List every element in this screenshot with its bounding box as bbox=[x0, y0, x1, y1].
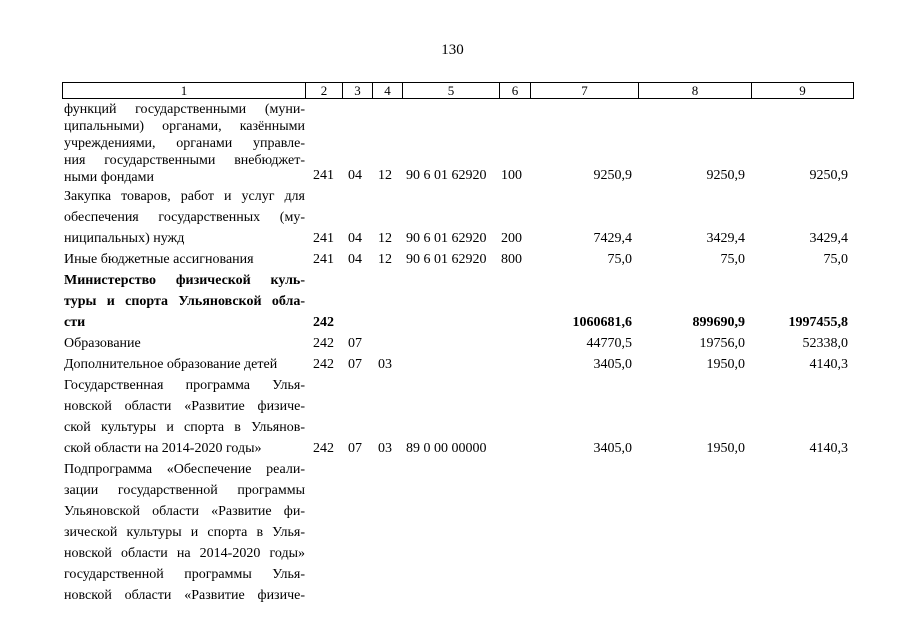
text-line: сти bbox=[64, 315, 86, 330]
cell-amount-2: 899690,9 bbox=[692, 315, 745, 330]
text-line: Образование bbox=[64, 336, 141, 351]
cell-amount-3: 3429,4 bbox=[809, 231, 848, 246]
cell-admin: 242 bbox=[313, 441, 334, 456]
cell-subsection: 12 bbox=[378, 168, 392, 183]
cell-amount-3: 52338,0 bbox=[802, 336, 848, 351]
header-col-8: 8 bbox=[639, 83, 752, 98]
cell-subsection: 03 bbox=[378, 441, 392, 456]
table-row bbox=[62, 270, 852, 333]
cell-admin: 241 bbox=[313, 252, 334, 267]
cell-subsection: 12 bbox=[378, 231, 392, 246]
cell-section: 07 bbox=[348, 336, 362, 351]
text-line: обеспечения государственных (му- bbox=[64, 210, 305, 225]
cell-target-code: 90 6 01 62920 bbox=[406, 168, 487, 183]
text-line: государственной программы Улья- bbox=[64, 567, 305, 582]
text-line: Ульяновской области «Развитие фи- bbox=[64, 504, 305, 519]
table-row bbox=[62, 333, 852, 354]
text-line: ской области на 2014-2020 годы» bbox=[64, 441, 262, 456]
cell-amount-3: 1997455,8 bbox=[788, 315, 848, 330]
cell-section: 04 bbox=[348, 168, 362, 183]
cell-amount-3: 4140,3 bbox=[809, 357, 848, 372]
cell-amount-2: 19756,0 bbox=[699, 336, 745, 351]
text-line: ской культуры и спорта в Ульянов- bbox=[64, 420, 305, 435]
table-row bbox=[62, 354, 852, 375]
text-line: зической культуры и спорта в Улья- bbox=[64, 525, 305, 540]
text-line: новской области «Развитие физиче- bbox=[64, 399, 305, 414]
header-col-5: 5 bbox=[403, 83, 500, 98]
text-line: ния государственными внебюджет- bbox=[64, 153, 305, 168]
table-header bbox=[62, 82, 854, 99]
text-line: Государственная программа Улья- bbox=[64, 378, 305, 393]
cell-admin: 242 bbox=[313, 336, 334, 351]
row-description bbox=[62, 354, 305, 375]
cell-amount-1: 3405,0 bbox=[593, 441, 632, 456]
cell-admin: 241 bbox=[313, 231, 334, 246]
cell-subsection: 03 bbox=[378, 357, 392, 372]
table-row bbox=[62, 459, 852, 606]
text-line: ципальными) органами, казёнными bbox=[64, 119, 305, 134]
header-col-1: 1 bbox=[63, 83, 306, 98]
table-row bbox=[62, 186, 852, 249]
cell-amount-1: 7429,4 bbox=[593, 231, 632, 246]
text-line: функций государственными (муни- bbox=[64, 102, 305, 117]
table-row bbox=[62, 375, 852, 459]
cell-section: 07 bbox=[348, 441, 362, 456]
cell-amount-1: 44770,5 bbox=[586, 336, 632, 351]
header-col-7: 7 bbox=[531, 83, 639, 98]
cell-amount-1: 3405,0 bbox=[593, 357, 632, 372]
cell-admin: 242 bbox=[313, 315, 334, 330]
cell-amount-3: 4140,3 bbox=[809, 441, 848, 456]
cell-amount-3: 75,0 bbox=[823, 252, 848, 267]
text-line: туры и спорта Ульяновской обла- bbox=[64, 294, 305, 309]
text-line: Иные бюджетные ассигнования bbox=[64, 252, 254, 267]
header-col-2: 2 bbox=[306, 83, 343, 98]
text-line: Подпрограмма «Обеспечение реали- bbox=[64, 462, 305, 477]
cell-amount-2: 9250,9 bbox=[706, 168, 745, 183]
row-description bbox=[62, 270, 305, 333]
page-number: 130 bbox=[441, 42, 464, 58]
cell-subsection: 12 bbox=[378, 252, 392, 267]
text-line: Закупка товаров, работ и услуг для bbox=[64, 189, 305, 204]
cell-section: 04 bbox=[348, 252, 362, 267]
header-col-3: 3 bbox=[343, 83, 373, 98]
row-description bbox=[62, 249, 305, 270]
cell-target-code: 89 0 00 00000 bbox=[406, 441, 487, 456]
table-row bbox=[62, 101, 852, 186]
cell-expense-type: 200 bbox=[501, 231, 522, 246]
row-description bbox=[62, 333, 305, 354]
row-description bbox=[62, 186, 305, 249]
text-line: ниципальных) нужд bbox=[64, 231, 185, 246]
cell-amount-3: 9250,9 bbox=[809, 168, 848, 183]
cell-section: 07 bbox=[348, 357, 362, 372]
cell-admin: 242 bbox=[313, 357, 334, 372]
row-description bbox=[62, 101, 305, 186]
cell-section: 04 bbox=[348, 231, 362, 246]
cell-amount-2: 1950,0 bbox=[706, 441, 745, 456]
cell-amount-1: 1060681,6 bbox=[572, 315, 632, 330]
cell-amount-2: 1950,0 bbox=[706, 357, 745, 372]
text-line: новской области на 2014-2020 годы» bbox=[64, 546, 305, 561]
cell-target-code: 90 6 01 62920 bbox=[406, 252, 487, 267]
text-line: зации государственной программы bbox=[64, 483, 305, 498]
cell-expense-type: 800 bbox=[501, 252, 522, 267]
cell-amount-1: 9250,9 bbox=[593, 168, 632, 183]
row-description bbox=[62, 375, 305, 459]
header-col-9: 9 bbox=[799, 83, 806, 98]
table-body bbox=[62, 101, 852, 606]
cell-admin: 241 bbox=[313, 168, 334, 183]
cell-amount-2: 75,0 bbox=[720, 252, 745, 267]
text-line: Дополнительное образование детей bbox=[64, 357, 278, 372]
cell-target-code: 90 6 01 62920 bbox=[406, 231, 487, 246]
text-line: Министерство физической куль- bbox=[64, 273, 305, 288]
text-line: учреждениями, органами управле- bbox=[64, 136, 305, 151]
text-line: ными фондами bbox=[64, 170, 155, 185]
cell-amount-2: 3429,4 bbox=[706, 231, 745, 246]
header-col-4: 4 bbox=[373, 83, 403, 98]
cell-amount-1: 75,0 bbox=[607, 252, 632, 267]
text-line: новской области «Развитие физиче- bbox=[64, 588, 305, 603]
row-description bbox=[62, 459, 305, 606]
header-col-6: 6 bbox=[500, 83, 531, 98]
table-row bbox=[62, 249, 852, 270]
cell-expense-type: 100 bbox=[501, 168, 522, 183]
